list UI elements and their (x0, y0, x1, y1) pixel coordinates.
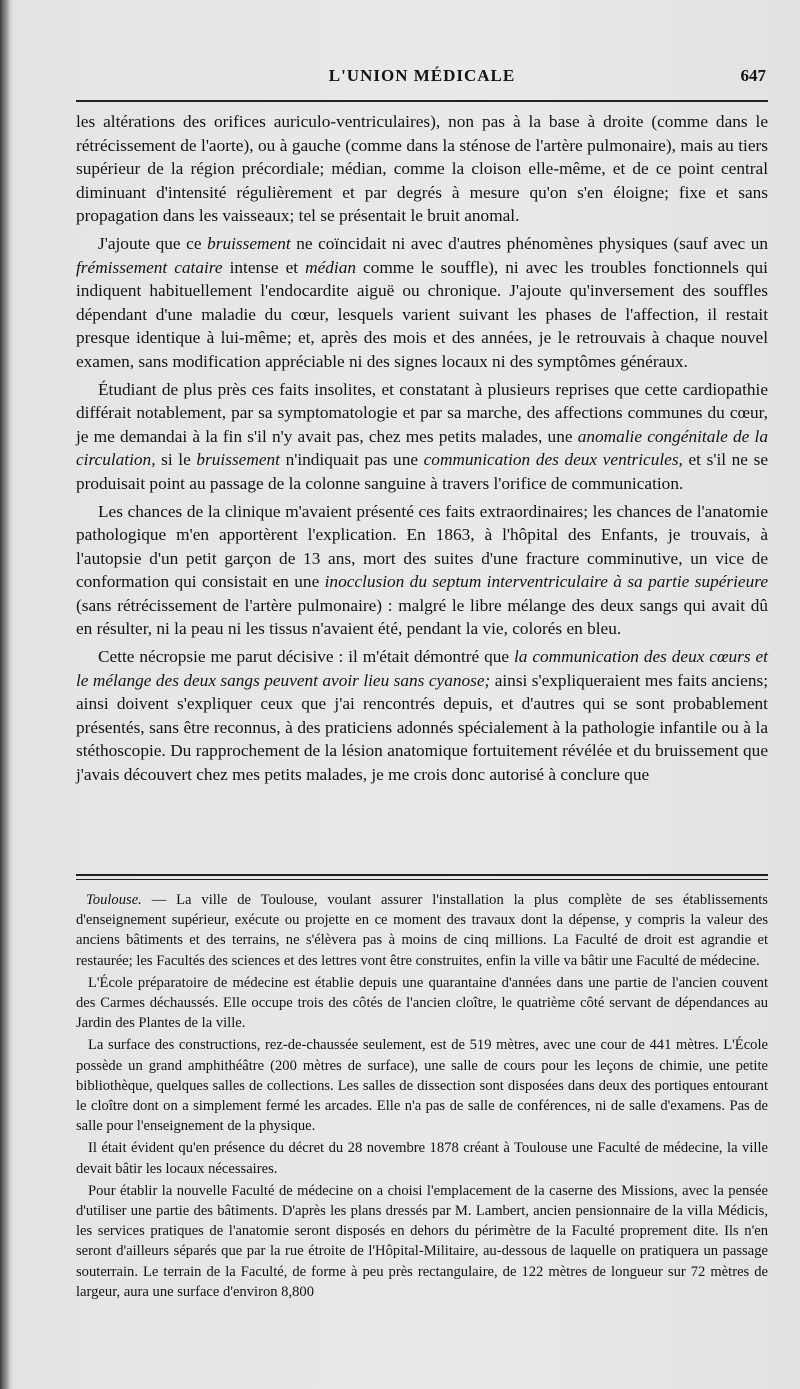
p4-text-2: (sans rétrécissement de l'artère pulmonaire) : malgré le libre mélange des deux sangs qui avait dû en résulter, ni la peau ni les tissus n'avaient été, pendant la vie, colorés en bleu. (76, 595, 768, 639)
paragraph-4 (76, 500, 768, 642)
running-title: L'UNION MÉDICALE (328, 66, 516, 85)
p3-italic-1: anomalie congénitale de la circulation, (76, 426, 768, 470)
main-text (76, 110, 768, 791)
note-5: Pour établir la nouvelle Faculté de médecine on a choisi l'emplacement de la caserne des Missions, avec la pensée d'utiliser une partie des bâtiments. D'après les plans dressés par M. Lambert, ancien pensionnaire de la villa Médicis, les services pratiques de l'anatomie seront disposés en dehors du périmètre de la Faculté proprement dite. Ils n'en seront d'ailleurs séparés que par la rue étroite de l'Hôpital-Militaire, au-dessous de laquelle on pratiquera un passage souterrain. Le terrain de la Faculté, de forme à peu près rectangulaire, de 122 mètres de longueur sur 72 mètres de largeur, aura une surface d'environ 8,800 (76, 1182, 768, 1300)
p2-italic-1: bruissement (207, 233, 291, 253)
p4-italic-1: inocclusion du septum interventriculaire à sa partie supérieure (324, 572, 768, 592)
p3-italic-3: communication des deux ventricules, (423, 450, 683, 470)
p2-text-2: ne coïncidait ni avec d'autres phénomènes physiques (sauf avec un (290, 233, 768, 253)
p3-text-2: si le (155, 450, 197, 470)
p4-text-1: Les chances de la clinique m'avaient présenté ces faits extraordinaires; les chances de l'anatomie pathologique m'en apportèrent l'explication. En 1863, à l'hôpital des Enfants, je trouvais, à l'autopsie d'un petit garçon de 13 ans, mort des suites d'une fracture comminutive, un vice de conformation qui consistait en une (76, 501, 768, 592)
paragraph-3 (76, 378, 768, 496)
paragraph-1-text: les altérations des orifices auriculo-ventriculaires), non pas à la base à droite (comme dans le rétrécissement de l'aorte), ou à gauche (comme dans la sténose de l'artère pulmonaire), mais au tiers supérieur de la région précordiale; médian, comme la cloison elle-même, et de ce point central diminuant d'intensité régulièrement et par degrés à mesure qu'on s'en éloigne; fixe et sans propagation dans les vaisseaux; tel se présentait le bruit anomal. (76, 112, 768, 226)
p3-text-4: et s'il ne se produisait point au passage de la colonne sanguine à travers l'orifice de communication. (76, 450, 769, 493)
p5-text-1: Cette nécropsie me parut décisive : il m'était démontré que (98, 647, 514, 667)
page-binding-shadow (0, 0, 10, 1389)
p2-text-4: comme le souffle), ni avec les troubles fonctionnels qui indiquent habituellement l'endocardite aiguë ou chronique. J'ajoute qu'inversement des souffles dépendant d'une maladie du cœur, lesquels varient suivant les phases de l'affection, il restait presque identique à lui-même; et, après des mois et des années, je le retrouvais à chaque nouvel examen, sans modification appréciable ni des signes locaux ni des symptômes généraux. (76, 257, 768, 371)
p3-text-3: n'indiquait pas une (279, 450, 424, 470)
p3-text-1: Étudiant de plus près ces faits insolites, et constatant à plusieurs reprises que cette cardiopathie différait notablement, par sa symptomatologie et par sa marche, des affections communes du cœur, je me demandai à la fin s'il n'y avait pas, chez mes petits malades, une (76, 379, 768, 446)
note-1 (76, 890, 768, 971)
note-2: L'École préparatoire de médecine est établie depuis une quarantaine d'années dans une partie de l'ancien couvent des Carmes déchaussés. Elle occupe trois des côtés de l'ancien cloître, le quatrième côté servant de dépendances au Jardin des Plantes de la ville. (76, 974, 768, 1032)
p2-italic-2: frémissement cataire (76, 257, 223, 277)
p2-italic-3: médian (305, 257, 356, 277)
note-3: La surface des constructions, rez-de-chaussée seulement, est de 519 mètres, avec une cour de 441 mètres. L'École possède un grand amphithéâtre (200 mètres de surface), une salle de cours pour les leçons de chimie, une petite bibliothèque, quelques salles de collections. Les salles de dissection sont disposées dans deux des portiques entourant le cloître dont on a simplement fermé les arcades. Elle n'a pas de salle de conférences, ni de salle d'examens. Pas de salle pour l'enseignement de la physique. (76, 1037, 768, 1135)
paragraph-5 (76, 645, 768, 787)
page-header (76, 62, 768, 102)
header-rule (76, 100, 768, 102)
page-number: 647 (740, 66, 766, 85)
p2-text-3: intense et (222, 257, 306, 277)
p5-text-2: ainsi s'expliqueraient mes faits anciens; ainsi doivent s'expliquer ceux que j'ai rencontrés depuis, et d'autres qui se sont probablement présentés, sans être reconnus, à des praticiens adonnés spécialement à la pathologie infantile ou à la stéthoscopie. Du rapprochement de la lésion anatomique fortuitement révélée et du bruissement que j'avais découvert chez mes petits malades, je me crois donc autorisé à conclure que (76, 670, 768, 785)
note-1-text: — La ville de Toulouse, voulant assurer l'installation la plus complète de ses établissements d'enseignement supérieur, exécute ou projette en ce moment des travaux dont la dépense, y compris la valeur des anciens bâtiments et des terrains, ne s'élèvera pas à moins de cinq millions. La Faculté de droit est agrandie et restaurée; les Facultés des sciences et des lettres vont être construites, enfin la ville va bâtir une Faculté de médecine. (76, 892, 768, 969)
note-1-title: Toulouse. (86, 892, 142, 908)
note-4: Il était évident qu'en présence du décret du 28 novembre 1878 créant à Toulouse une Faculté de médecine, la ville devait bâtir les locaux nécessaires. (76, 1140, 768, 1177)
p3-italic-2: bruissement (196, 450, 280, 470)
paragraph-2 (76, 232, 768, 374)
paragraph-1 (76, 110, 768, 228)
section-separator (76, 874, 768, 880)
news-notes (76, 890, 768, 1304)
p2-text-1: J'ajoute que ce (98, 233, 208, 253)
p5-italic-1: la communication des deux cœurs et le mélange des deux sangs peuvent avoir lieu sans cyanose; (76, 647, 768, 690)
